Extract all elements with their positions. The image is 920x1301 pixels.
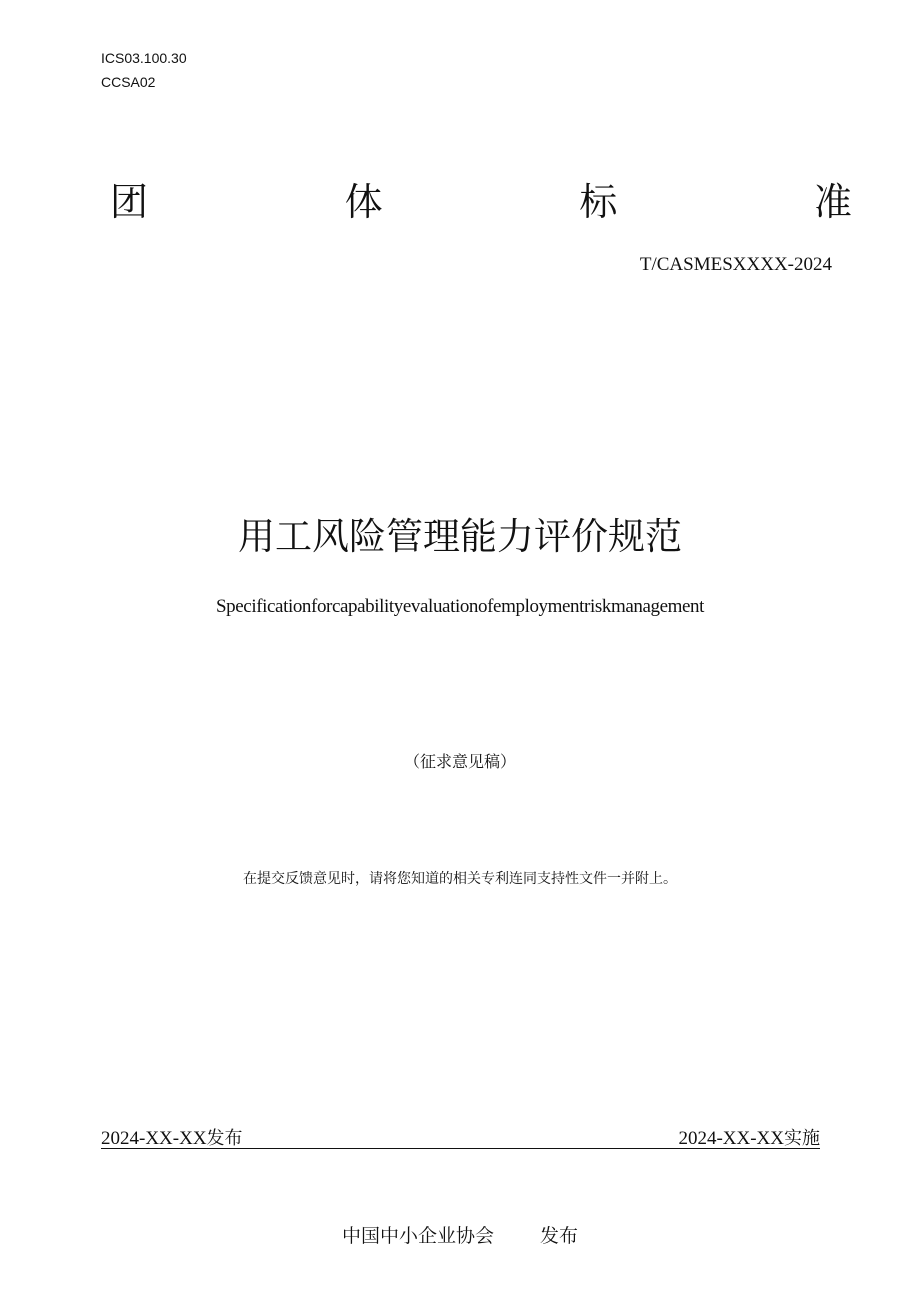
implement-date-value: 2024-XX-XX	[678, 1128, 784, 1149]
publisher-line	[0, 1221, 920, 1248]
publisher-name: 中国中小企业协会	[341, 1225, 494, 1247]
draft-status: （征求意见稿）	[403, 752, 516, 771]
implement-date	[678, 1124, 820, 1150]
ccs-code: CCSA02	[101, 74, 156, 90]
date-line	[101, 1124, 820, 1149]
heading-char: 准	[813, 180, 852, 224]
patent-notice: 在提交反馈意见时，请将您知道的相关专利连同支持性文件一并附上。	[243, 871, 677, 887]
document-title-zh: 用工风险管理能力评价规范	[238, 515, 682, 558]
publish-date	[101, 1124, 243, 1150]
ics-code: ICS03.100.30	[101, 50, 187, 66]
publisher-label: 发布	[540, 1225, 579, 1247]
publish-date-label: 发布	[206, 1128, 243, 1149]
document-title-en: Specificationforcapabilityevaluationofemploymentriskmanagement	[215, 596, 705, 617]
heading-char: 团	[110, 180, 149, 224]
heading-char: 标	[579, 180, 618, 224]
standard-number: T/CASMESXXXX-2024	[639, 254, 832, 275]
implement-date-label: 实施	[784, 1128, 820, 1149]
heading-char: 体	[344, 180, 383, 224]
standard-type-heading	[110, 178, 852, 226]
publish-date-value: 2024-XX-XX	[101, 1128, 207, 1149]
classification-codes	[101, 46, 187, 94]
